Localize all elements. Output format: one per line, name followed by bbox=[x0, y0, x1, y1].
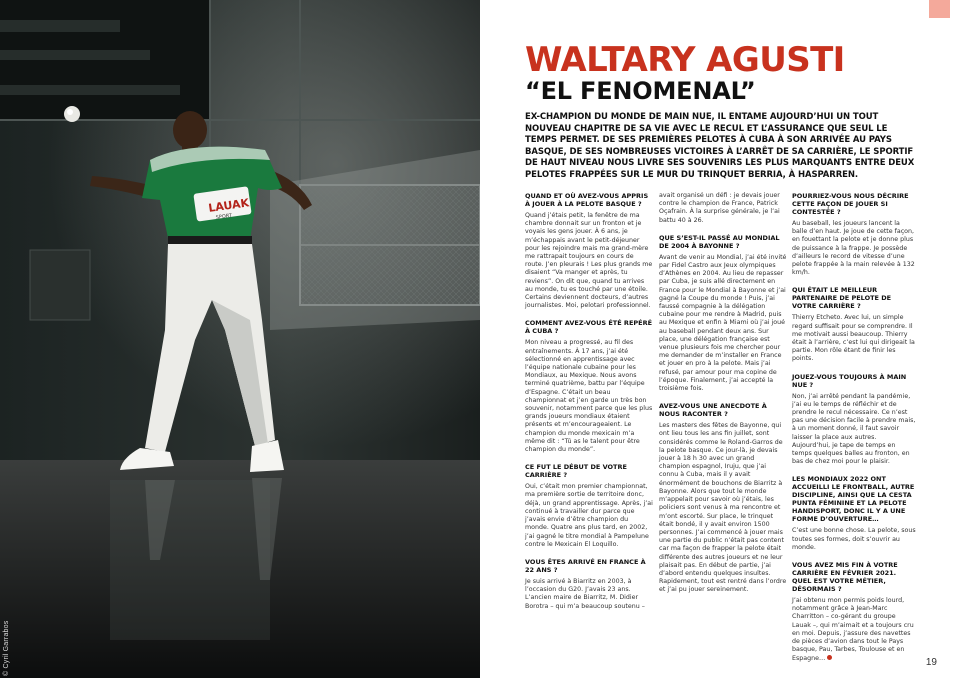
question: LES MONDIAUX 2022 ONT ACCUEILLI LE FRONTBALL, AUTRE DISCIPLINE, AINSI QUE LA CESTA PUNTA FÉMININE ET LA PELOTE HANDISPORT, DONC IL Y A UNE FORME D’OUVERTURE… bbox=[792, 475, 915, 524]
end-mark-icon bbox=[827, 655, 832, 660]
answer-final bbox=[792, 597, 916, 663]
answer: Quand j’étais petit, la fenêtre de ma chambre donnait sur un fronton et je voyais les gens jouer. À 6 ans, je m’échappais avant le petit-déjeuner pour les rejoindre mais ma grand-mère me rattrapait toujours en cours de route. J’en pleurais ! Les plus grands me disaient “Va manger et après, tu reviens”. On dit que, quand tu arrives au monde, tu es touché par une étoile. Certains deviennent docteurs, d’autres journalistes. Moi, pelotari professionnel. bbox=[525, 212, 653, 310]
question: JOUEZ-VOUS TOUJOURS À MAIN NUE ? bbox=[792, 372, 907, 389]
article-subtitle: “EL FENOMENAL” bbox=[525, 77, 756, 105]
question: AVEZ-VOUS UNE ANECDOTE À NOUS RACONTER ? bbox=[659, 402, 767, 419]
text-column-3 bbox=[792, 192, 916, 662]
answer: Mon niveau a progressé, au fil des entraînements. À 17 ans, j’ai été sélectionné en apprentissage avec l’équipe nationale cubaine pour les Mondiaux, au Mexique. Nous avons terminé quatrième, battu par l’équipe d’Espagne. C’était un beau championnat et j’en garde un très bon souvenir, notamment parce que les plus grands joueurs mondiaux étaient présents et m’encourageaient. Le champion du monde mexicain m’a même dit : “Tú as le talent pour être champion du monde”. bbox=[525, 339, 653, 454]
jersey-sponsor-sub: SPORT bbox=[215, 212, 233, 221]
answer: C’est une bonne chose. La pelote, sous toutes ses formes, doit s’ouvrir au monde. bbox=[792, 527, 916, 551]
jersey-sponsor: LAUAK bbox=[207, 196, 250, 215]
photo-credit: © Cyril Garrabos bbox=[3, 620, 10, 676]
question: COMMENT AVEZ-VOUS ÉTÉ REPÉRÉ À CUBA ? bbox=[525, 319, 653, 336]
question: QUI ÉTAIT LE MEILLEUR PARTENAIRE DE PELOTE DE VOTRE CARRIÈRE ? bbox=[792, 286, 892, 311]
page-number: 19 bbox=[925, 657, 937, 668]
answer-final-text: J’ai obtenu mon permis poids lourd, notamment grâce à Jean-Marc Charritton – co-gérant du groupe Lauak –, qui m’aimait et a toujours cru en moi. Depuis, j’assure des navettes de pièces d’avion dans tout le Pays basque, Pau, Tarbes, Toulouse et en Espagne… bbox=[792, 597, 914, 662]
answer: Au baseball, les joueurs lancent la balle d’en haut. Je joue de cette façon, en fouettant la pelote et je donne plus de puissance à la frappe. Je possède d’ailleurs le record de vitesse d’une pelote frappée à la main relevée à 132 km/h. bbox=[792, 220, 915, 277]
answer: Oui, c’était mon premier championnat, ma première sortie de territoire donc, déjà, un grand apprentissage. Après, j’ai continué à travailler dur parce que j’avais envie d’être champion du monde. Quatre ans plus tard, en 2002, j’ai gagné le titre mondial à Pampelune contre le Mexicain El Loquillo. bbox=[525, 483, 653, 548]
question: VOUS ÊTES ARRIVÉ EN FRANCE À 22 ANS ? bbox=[525, 557, 646, 574]
answer: Avant de venir au Mondial, j’ai été invité par Fidel Castro aux Jeux olympiques d’Athènes en 2004. Au lieu de repasser par Cuba, je suis allé directement en France pour le Mondial à Bayonne et j’ai gagné la Coupe du monde ! Puis, j’ai faussé compagnie à la délégation cubaine pour me rendre à Madrid, puis au Mexique et enfin à Miami où j’ai joué au baseball pendant deux ans. Sur place, une délégation française est venue plusieurs fois me chercher pour me demander de m’installer en France et jouer en pro à la pelote. Mais j’ai refusé, par amour pour ma copine de l’époque. Finalement, j’ai accepté la troisième fois. bbox=[659, 253, 787, 393]
question: POURRIEZ-VOUS NOUS DÉCRIRE CETTE FAÇON DE JOUER SI CONTESTÉE ? bbox=[792, 192, 909, 216]
answer-continued: avait organisé un défi : je devais jouer contre le champion de France, Patrick Oçafrain. À la surprise générale, je l’ai battu 40 à 26. bbox=[659, 192, 780, 224]
answer: Les masters des fêtes de Bayonne, qui ont lieu tous les ans fin juillet, sont considérés comme le Roland-Garros de la pelote basque. Ce jour-là, je devais jouer à 18 h 30 avec un grand champion espagnol, Iruju, que j’ai connu à Cuba, mais il y avait énormément de bouchons de Biarritz à Bayonne. Alors que tout le monde m’appelait pour savoir où j’étais, les policiers sont venus à ma rencontre et m’ont escorté. Sur place, le trinquet était bondé, il y avait environ 1500 personnes. J’ai commencé à jouer mais une partie du public n’était pas content car ma façon de frapper la pelote était différente des autres joueurs et ne leur plaisait pas. En début de partie, j’ai d’abord entendu quelques insultes. Rapidement, tout est rentré dans l’ordre et j’ai pu jouer sereinement. bbox=[659, 422, 787, 594]
article-title: WALTARY AGUSTI bbox=[525, 40, 845, 80]
answer: Je suis arrivé à Biarritz en 2003, à l’occasion du G20. J’avais 23 ans. L’ancien maire de Biarritz, M. Didier Borotra – qui m’a beaucoup soutenu – bbox=[525, 577, 645, 610]
answer: Non, j’ai arrêté pendant la pandémie, j’ai eu le temps de réfléchir et de prendre le recul nécessaire. Ce n’est pas une décision facile à prendre mais, à un moment donné, il faut savoir laisser la place aux autres. Aujourd’hui, je tape de temps en temps quelques balles au fronton, en bas de chez moi pour le plaisir. bbox=[792, 392, 916, 466]
article-page bbox=[480, 0, 959, 678]
question: VOUS AVEZ MIS FIN À VOTRE CARRIÈRE EN FÉVRIER 2021. QUEL EST VOTRE MÉTIER, DÉSORMAIS ? bbox=[792, 561, 898, 594]
question: CE FUT LE DÉBUT DE VOTRE CARRIÈRE ? bbox=[525, 463, 627, 480]
question: QUE S’EST-IL PASSÉ AU MONDIAL DE 2004 À BAYONNE ? bbox=[659, 233, 780, 250]
article-lead: EX-CHAMPION DU MONDE DE MAIN NUE, IL ENTAME AUJOURD’HUI UN TOUT NOUVEAU CHAPITRE DE SA VIE AVEC LE RECUL ET L’ASSURANCE QUE SEUL LE TEMPS PERMET. DE SES PREMIÈRES PELOTES À CUBA À SON ARRIVÉE AU PAYS BASQUE, DE SES NOMBREUSES VICTOIRES À L’ARRÊT DE SA CARRIÈRE, LE SPORTIF DE HAUT NIVEAU NOUS LIVRE SES SOUVENIRS LES PLUS MARQUANTS ENTRE DEUX PELOTES FRAPPÉES SUR LE MUR DU TRINQUET BERRIA, À HASPARREN. bbox=[525, 112, 915, 180]
text-column-1 bbox=[525, 192, 653, 644]
corner-tab bbox=[929, 0, 950, 18]
answer: Thierry Etcheto. Avec lui, un simple regard suffisait pour se comprendre. Il me motivait aussi beaucoup. Thierry était à l’arrière, c’est lui qui dirigeait la partie. Mon rôle étant de finir les points. bbox=[792, 314, 915, 363]
question: QUAND ET OÙ AVEZ-VOUS APPRIS À JOUER À LA PELOTE BASQUE ? bbox=[525, 192, 649, 208]
text-column-2 bbox=[659, 192, 787, 644]
